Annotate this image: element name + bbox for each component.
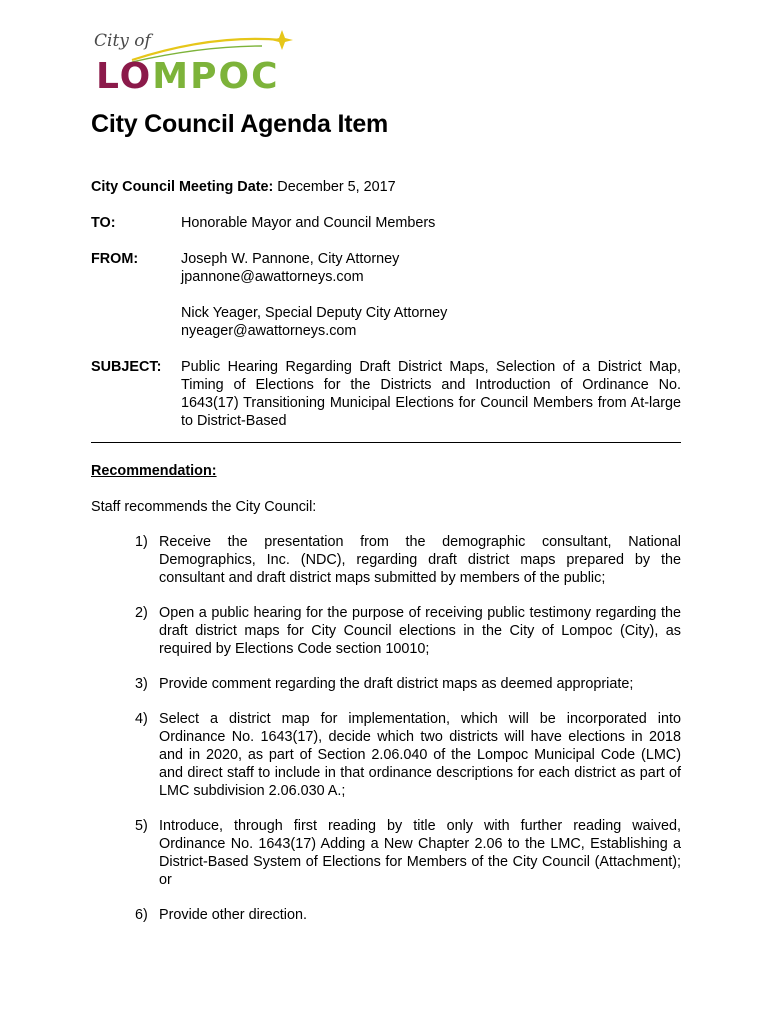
list-item-text: Provide other direction. (159, 907, 307, 923)
logo-city-of: City of (94, 31, 151, 51)
to-label: TO: (91, 215, 116, 231)
list-item-text: Introduce, through first reading by title only with further reading waived, Ordinance No. 1643(17) Adding a New Chapter 2.06 to the LMC, Establishing a District-Based System of Elections for Members of the City Council (Attachment); or (159, 818, 681, 888)
meeting-date-value: December 5, 2017 (277, 179, 396, 195)
from-person-1-name: Joseph W. Pannone, City Attorney (181, 251, 400, 267)
subject-text: Public Hearing Regarding Draft District Maps, Selection of a District Map, Timing of Elections for the Districts and Introduction of Ordinance No. 1643(17) Transitioning Municipal Elections for Council Members from At-large to District-Based (181, 359, 681, 429)
list-item (135, 675, 681, 693)
list-item-text: Provide comment regarding the draft district maps as deemed appropriate; (159, 676, 634, 692)
list-item-text: Open a public hearing for the purpose of receiving public testimony regarding the draft district maps for City Council elections in the City of Lompoc (City), as required by Elections Code section 10010; (159, 605, 681, 657)
page-title: City Council Agenda Item (91, 110, 389, 138)
subject-label: SUBJECT: (91, 359, 162, 375)
to-value: Honorable Mayor and Council Members (181, 215, 436, 231)
city-logo (92, 26, 312, 96)
list-item (135, 817, 681, 889)
list-item (135, 710, 681, 800)
meeting-date-label: City Council Meeting Date: (91, 179, 274, 195)
list-item (135, 533, 681, 587)
recommendation-intro: Staff recommends the City Council: (91, 499, 317, 515)
logo-lompoc: LOMPOC (96, 56, 280, 96)
star-icon (271, 30, 293, 50)
from-person-2-email[interactable]: nyeager@awattorneys.com (181, 323, 357, 339)
list-item-number: 6) (135, 907, 148, 923)
list-item-number: 1) (135, 534, 148, 550)
divider (91, 442, 681, 443)
from-label: FROM: (91, 251, 139, 267)
list-item-text: Select a district map for implementation, which will be incorporated into Ordinance No. 1643(17), decide which two districts will have elections in 2018 and in 2020, as part of Section 2.06.040 of the Lompoc Municipal Code (LMC) and direct staff to include in that ordinance descriptions for each district as part of LMC subdivision 2.06.030 A.; (159, 711, 681, 799)
list-item-number: 2) (135, 605, 148, 621)
list-item-number: 3) (135, 676, 148, 692)
list-item-number: 5) (135, 818, 148, 834)
recommendation-heading: Recommendation: (91, 463, 217, 479)
list-item (135, 906, 681, 924)
list-item-text: Receive the presentation from the demographic consultant, National Demographics, Inc. (NDC), regarding draft district maps prepared by the consultant and draft district maps submitted by members of the public; (159, 534, 681, 586)
list-item-number: 4) (135, 711, 148, 727)
from-person-1-email[interactable]: jpannone@awattorneys.com (181, 269, 364, 285)
recommendation-list (135, 533, 681, 941)
list-item (135, 604, 681, 658)
from-person-2-name: Nick Yeager, Special Deputy City Attorney (181, 305, 448, 321)
meeting-date-line (91, 178, 396, 196)
